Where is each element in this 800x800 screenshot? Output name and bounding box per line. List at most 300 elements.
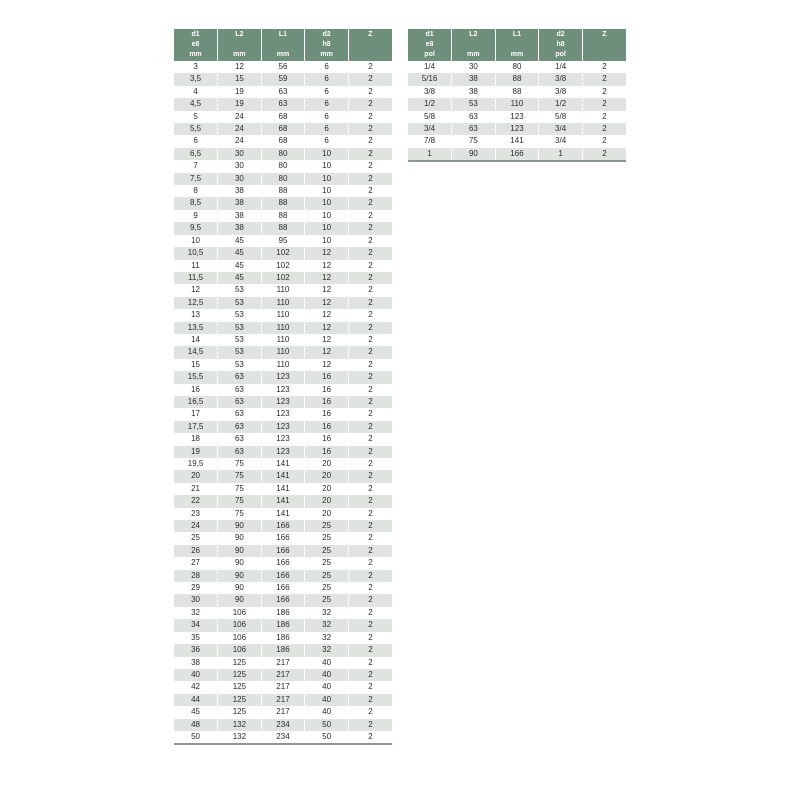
header-line: mm bbox=[510, 51, 524, 58]
table-row bbox=[174, 557, 392, 569]
table-cell: 16 bbox=[305, 408, 349, 420]
table-cell: 166 bbox=[261, 557, 305, 569]
table-cell: 2 bbox=[348, 284, 392, 296]
table-cell: 20 bbox=[305, 508, 349, 520]
table-cell: 2 bbox=[348, 508, 392, 520]
table-cell: 110 bbox=[261, 309, 305, 321]
table-cell: 12 bbox=[305, 247, 349, 259]
table-cell: 95 bbox=[261, 235, 305, 247]
table-cell: 63 bbox=[261, 86, 305, 98]
table-cell: 217 bbox=[261, 706, 305, 718]
table-cell: 59 bbox=[261, 73, 305, 85]
table-cell: 32 bbox=[305, 644, 349, 656]
table-cell: 75 bbox=[218, 508, 262, 520]
table-cell: 110 bbox=[261, 297, 305, 309]
table-cell: 7,5 bbox=[174, 173, 218, 185]
table-cell: 3/4 bbox=[539, 135, 583, 147]
table-row bbox=[408, 123, 626, 135]
table-row bbox=[408, 73, 626, 85]
table-row bbox=[174, 532, 392, 544]
table-cell: 106 bbox=[218, 644, 262, 656]
column-header bbox=[452, 29, 496, 61]
table-cell: 2 bbox=[348, 607, 392, 619]
table-cell: 12 bbox=[305, 309, 349, 321]
table-row bbox=[174, 135, 392, 147]
table-cell: 10 bbox=[305, 148, 349, 160]
table-cell: 123 bbox=[261, 408, 305, 420]
table-cell: 32 bbox=[305, 632, 349, 644]
table-cell: 24 bbox=[218, 135, 262, 147]
header-line: mm bbox=[189, 51, 202, 58]
table-cell: 3/8 bbox=[539, 73, 583, 85]
table-cell: 38 bbox=[218, 185, 262, 197]
table-cell: 25 bbox=[305, 594, 349, 606]
table-cell: 110 bbox=[261, 334, 305, 346]
table-cell: 17 bbox=[174, 408, 218, 420]
table-cell: 40 bbox=[305, 706, 349, 718]
table-row bbox=[174, 421, 392, 433]
table-row bbox=[174, 570, 392, 582]
table-cell: 2 bbox=[348, 396, 392, 408]
table-cell: 166 bbox=[495, 148, 539, 161]
table-row bbox=[174, 681, 392, 693]
table-row bbox=[174, 322, 392, 334]
table-cell: 2 bbox=[348, 706, 392, 718]
table-cell: 14,5 bbox=[174, 346, 218, 358]
table-cell: 123 bbox=[261, 421, 305, 433]
table-row bbox=[174, 719, 392, 731]
table-cell: 123 bbox=[261, 446, 305, 458]
table-row bbox=[174, 446, 392, 458]
table-cell: 6 bbox=[305, 111, 349, 123]
table-cell: 90 bbox=[218, 532, 262, 544]
table-cell: 53 bbox=[218, 322, 262, 334]
table-cell: 2 bbox=[348, 185, 392, 197]
table-cell: 16,5 bbox=[174, 396, 218, 408]
table-cell: 110 bbox=[261, 346, 305, 358]
header-line bbox=[218, 40, 261, 50]
metric-table-body bbox=[174, 61, 392, 744]
table-cell: 53 bbox=[218, 309, 262, 321]
table-cell: 68 bbox=[261, 111, 305, 123]
table-row bbox=[174, 731, 392, 744]
table-cell: 63 bbox=[452, 111, 496, 123]
table-row bbox=[174, 210, 392, 222]
table-cell: 102 bbox=[261, 260, 305, 272]
table-row bbox=[174, 508, 392, 520]
table-cell: 10 bbox=[305, 173, 349, 185]
table-cell: 3/8 bbox=[539, 86, 583, 98]
column-header bbox=[495, 29, 539, 61]
table-cell: 63 bbox=[452, 123, 496, 135]
table-cell: 88 bbox=[495, 86, 539, 98]
header-line: mm bbox=[276, 51, 290, 58]
header-line: Z bbox=[368, 31, 373, 38]
table-cell: 12 bbox=[305, 322, 349, 334]
table-cell: 75 bbox=[218, 458, 262, 470]
table-row bbox=[174, 173, 392, 185]
table-cell: 2 bbox=[348, 173, 392, 185]
table-cell: 3/8 bbox=[408, 86, 452, 98]
table-cell: 2 bbox=[348, 694, 392, 706]
header-line: e8 bbox=[425, 41, 434, 48]
table-cell: 20 bbox=[305, 458, 349, 470]
table-cell: 141 bbox=[495, 135, 539, 147]
table-row bbox=[174, 582, 392, 594]
table-cell: 186 bbox=[261, 619, 305, 631]
header-line bbox=[262, 40, 305, 50]
imperial-table-body bbox=[408, 61, 626, 161]
table-cell: 38 bbox=[218, 197, 262, 209]
table-cell: 2 bbox=[348, 334, 392, 346]
table-cell: 2 bbox=[348, 719, 392, 731]
table-cell: 123 bbox=[495, 111, 539, 123]
table-row bbox=[174, 594, 392, 606]
table-cell: 132 bbox=[218, 731, 262, 744]
table-cell: 141 bbox=[261, 508, 305, 520]
table-cell: 38 bbox=[452, 86, 496, 98]
table-cell: 88 bbox=[495, 73, 539, 85]
header-line: pol bbox=[424, 51, 435, 58]
table-cell: 12,5 bbox=[174, 297, 218, 309]
table-cell: 5/8 bbox=[408, 111, 452, 123]
table-cell: 30 bbox=[218, 173, 262, 185]
header-line: d2 bbox=[322, 31, 331, 38]
table-cell: 88 bbox=[261, 185, 305, 197]
table-cell: 12 bbox=[305, 346, 349, 358]
table-cell: 110 bbox=[495, 98, 539, 110]
table-cell: 141 bbox=[261, 495, 305, 507]
header-line: h8 bbox=[322, 41, 331, 48]
table-cell: 3 bbox=[174, 61, 218, 73]
table-cell: 5 bbox=[174, 111, 218, 123]
table-cell: 125 bbox=[218, 706, 262, 718]
table-cell: 16 bbox=[305, 446, 349, 458]
table-cell: 88 bbox=[261, 197, 305, 209]
table-row bbox=[174, 669, 392, 681]
table-cell: 1/4 bbox=[408, 61, 452, 73]
table-cell: 125 bbox=[218, 694, 262, 706]
table-cell: 53 bbox=[452, 98, 496, 110]
table-cell: 75 bbox=[218, 495, 262, 507]
table-row bbox=[174, 247, 392, 259]
table-row bbox=[174, 86, 392, 98]
table-cell: 38 bbox=[218, 222, 262, 234]
table-cell: 80 bbox=[261, 173, 305, 185]
table-cell: 17,5 bbox=[174, 421, 218, 433]
table-cell: 19 bbox=[174, 446, 218, 458]
table-cell: 28 bbox=[174, 570, 218, 582]
table-cell: 217 bbox=[261, 669, 305, 681]
table-cell: 3/4 bbox=[408, 123, 452, 135]
table-cell: 24 bbox=[174, 520, 218, 532]
table-row bbox=[174, 470, 392, 482]
table-row bbox=[174, 222, 392, 234]
table-row bbox=[174, 160, 392, 172]
table-cell: 106 bbox=[218, 619, 262, 631]
table-cell: 125 bbox=[218, 657, 262, 669]
table-cell: 90 bbox=[218, 582, 262, 594]
column-header bbox=[218, 29, 262, 61]
table-cell: 14 bbox=[174, 334, 218, 346]
table-cell: 48 bbox=[174, 719, 218, 731]
table-cell: 7/8 bbox=[408, 135, 452, 147]
table-cell: 2 bbox=[348, 582, 392, 594]
table-row bbox=[174, 371, 392, 383]
table-cell: 2 bbox=[582, 73, 626, 85]
header-line: L1 bbox=[512, 31, 522, 38]
table-cell: 2 bbox=[348, 260, 392, 272]
table-cell: 40 bbox=[305, 694, 349, 706]
table-cell: 186 bbox=[261, 644, 305, 656]
table-cell: 80 bbox=[261, 160, 305, 172]
header-line: L2 bbox=[469, 31, 478, 38]
table-row bbox=[174, 545, 392, 557]
table-cell: 45 bbox=[218, 235, 262, 247]
table-cell: 2 bbox=[348, 73, 392, 85]
table-row bbox=[408, 135, 626, 147]
table-cell: 20 bbox=[305, 470, 349, 482]
table-cell: 110 bbox=[261, 284, 305, 296]
header-line bbox=[583, 40, 626, 50]
table-row bbox=[174, 458, 392, 470]
table-cell: 10 bbox=[305, 235, 349, 247]
table-cell: 36 bbox=[174, 644, 218, 656]
table-cell: 186 bbox=[261, 607, 305, 619]
table-cell: 2 bbox=[348, 371, 392, 383]
table-cell: 45 bbox=[218, 260, 262, 272]
table-cell: 1 bbox=[408, 148, 452, 161]
table-cell: 23 bbox=[174, 508, 218, 520]
table-cell: 132 bbox=[218, 719, 262, 731]
table-cell: 166 bbox=[261, 594, 305, 606]
table-cell: 12 bbox=[305, 359, 349, 371]
header-line: mm bbox=[233, 51, 246, 58]
table-cell: 44 bbox=[174, 694, 218, 706]
table-row bbox=[174, 657, 392, 669]
table-cell: 90 bbox=[218, 594, 262, 606]
table-cell: 30 bbox=[218, 160, 262, 172]
table-row bbox=[174, 260, 392, 272]
table-row bbox=[174, 495, 392, 507]
table-cell: 2 bbox=[348, 160, 392, 172]
table-cell: 50 bbox=[305, 719, 349, 731]
table-cell: 63 bbox=[261, 98, 305, 110]
table-cell: 24 bbox=[218, 123, 262, 135]
header-line: mm bbox=[320, 51, 333, 58]
table-row bbox=[174, 483, 392, 495]
table-cell: 13 bbox=[174, 309, 218, 321]
table-cell: 125 bbox=[218, 681, 262, 693]
table-cell: 2 bbox=[348, 61, 392, 73]
table-row bbox=[174, 408, 392, 420]
column-header bbox=[174, 29, 218, 61]
table-cell: 2 bbox=[582, 61, 626, 73]
table-cell: 88 bbox=[261, 222, 305, 234]
table-cell: 32 bbox=[305, 607, 349, 619]
table-cell: 30 bbox=[218, 148, 262, 160]
table-row bbox=[174, 644, 392, 656]
table-cell: 2 bbox=[348, 235, 392, 247]
table-cell: 11,5 bbox=[174, 272, 218, 284]
header-line bbox=[583, 50, 626, 60]
table-cell: 90 bbox=[218, 520, 262, 532]
table-cell: 2 bbox=[348, 520, 392, 532]
table-cell: 217 bbox=[261, 681, 305, 693]
table-cell: 10 bbox=[305, 185, 349, 197]
table-cell: 2 bbox=[348, 272, 392, 284]
table-row bbox=[174, 334, 392, 346]
header-line: Z bbox=[602, 31, 607, 38]
table-cell: 63 bbox=[218, 371, 262, 383]
table-cell: 166 bbox=[261, 532, 305, 544]
table-cell: 2 bbox=[348, 681, 392, 693]
table-cell: 19,5 bbox=[174, 458, 218, 470]
table-cell: 29 bbox=[174, 582, 218, 594]
table-cell: 68 bbox=[261, 135, 305, 147]
table-cell: 141 bbox=[261, 470, 305, 482]
header-line: pol bbox=[555, 51, 566, 58]
table-row bbox=[408, 98, 626, 110]
table-cell: 15 bbox=[174, 359, 218, 371]
table-cell: 63 bbox=[218, 446, 262, 458]
table-cell: 88 bbox=[261, 210, 305, 222]
table-cell: 2 bbox=[582, 148, 626, 161]
table-cell: 2 bbox=[348, 247, 392, 259]
table-cell: 8,5 bbox=[174, 197, 218, 209]
table-row bbox=[174, 520, 392, 532]
table-cell: 24 bbox=[218, 111, 262, 123]
table-cell: 25 bbox=[305, 545, 349, 557]
table-cell: 32 bbox=[305, 619, 349, 631]
header-line: d1 bbox=[191, 31, 200, 38]
table-cell: 141 bbox=[261, 458, 305, 470]
table-row bbox=[174, 619, 392, 631]
column-header bbox=[408, 29, 452, 61]
table-cell: 2 bbox=[348, 594, 392, 606]
table-cell: 16 bbox=[305, 433, 349, 445]
table-cell: 11 bbox=[174, 260, 218, 272]
table-cell: 102 bbox=[261, 272, 305, 284]
table-cell: 10,5 bbox=[174, 247, 218, 259]
metric-table-header bbox=[174, 29, 392, 61]
table-cell: 2 bbox=[348, 359, 392, 371]
table-cell: 2 bbox=[348, 309, 392, 321]
table-cell: 45 bbox=[174, 706, 218, 718]
table-cell: 75 bbox=[452, 135, 496, 147]
table-cell: 166 bbox=[261, 545, 305, 557]
table-cell: 2 bbox=[348, 483, 392, 495]
table-cell: 53 bbox=[218, 346, 262, 358]
table-cell: 2 bbox=[348, 458, 392, 470]
table-cell: 2 bbox=[582, 86, 626, 98]
table-cell: 12 bbox=[305, 260, 349, 272]
table-cell: 2 bbox=[348, 86, 392, 98]
table-row bbox=[174, 396, 392, 408]
table-cell: 80 bbox=[495, 61, 539, 73]
table-cell: 2 bbox=[348, 135, 392, 147]
column-header bbox=[539, 29, 583, 61]
table-cell: 2 bbox=[348, 384, 392, 396]
table-cell: 9,5 bbox=[174, 222, 218, 234]
table-cell: 56 bbox=[261, 61, 305, 73]
table-row bbox=[174, 123, 392, 135]
table-cell: 234 bbox=[261, 719, 305, 731]
table-cell: 15,5 bbox=[174, 371, 218, 383]
table-row bbox=[408, 61, 626, 73]
table-cell: 2 bbox=[348, 657, 392, 669]
table-row bbox=[408, 148, 626, 161]
table-cell: 10 bbox=[174, 235, 218, 247]
table-cell: 166 bbox=[261, 570, 305, 582]
table-cell: 2 bbox=[348, 222, 392, 234]
table-cell: 2 bbox=[348, 470, 392, 482]
table-cell: 2 bbox=[348, 532, 392, 544]
table-cell: 19 bbox=[218, 86, 262, 98]
table-cell: 53 bbox=[218, 334, 262, 346]
table-cell: 2 bbox=[348, 495, 392, 507]
table-cell: 10 bbox=[305, 222, 349, 234]
table-row bbox=[174, 346, 392, 358]
header-line: h8 bbox=[556, 41, 565, 48]
table-row bbox=[174, 284, 392, 296]
table-cell: 40 bbox=[174, 669, 218, 681]
header-line: d1 bbox=[425, 31, 434, 38]
table-cell: 19 bbox=[218, 98, 262, 110]
table-cell: 1/2 bbox=[408, 98, 452, 110]
table-cell: 2 bbox=[348, 545, 392, 557]
table-cell: 50 bbox=[305, 731, 349, 744]
table-cell: 4,5 bbox=[174, 98, 218, 110]
table-cell: 27 bbox=[174, 557, 218, 569]
table-row bbox=[174, 706, 392, 718]
table-cell: 16 bbox=[305, 384, 349, 396]
table-cell: 30 bbox=[174, 594, 218, 606]
table-cell: 25 bbox=[305, 557, 349, 569]
table-cell: 2 bbox=[348, 421, 392, 433]
table-cell: 25 bbox=[174, 532, 218, 544]
table-cell: 16 bbox=[305, 421, 349, 433]
header-line bbox=[496, 40, 539, 50]
table-cell: 53 bbox=[218, 297, 262, 309]
column-header bbox=[582, 29, 626, 61]
table-cell: 6,5 bbox=[174, 148, 218, 160]
table-cell: 45 bbox=[218, 247, 262, 259]
table-cell: 42 bbox=[174, 681, 218, 693]
table-cell: 2 bbox=[348, 408, 392, 420]
table-cell: 63 bbox=[218, 433, 262, 445]
table-cell: 5/8 bbox=[539, 111, 583, 123]
table-cell: 38 bbox=[218, 210, 262, 222]
table-cell: 50 bbox=[174, 731, 218, 744]
table-row bbox=[174, 235, 392, 247]
table-cell: 106 bbox=[218, 632, 262, 644]
header-line: e8 bbox=[191, 41, 200, 48]
table-cell: 25 bbox=[305, 520, 349, 532]
table-row bbox=[408, 111, 626, 123]
table-cell: 6 bbox=[174, 135, 218, 147]
table-cell: 2 bbox=[348, 210, 392, 222]
table-cell: 25 bbox=[305, 532, 349, 544]
table-cell: 166 bbox=[261, 520, 305, 532]
table-cell: 8 bbox=[174, 185, 218, 197]
table-cell: 53 bbox=[218, 284, 262, 296]
table-cell: 2 bbox=[348, 346, 392, 358]
table-cell: 6 bbox=[305, 98, 349, 110]
table-cell: 35 bbox=[174, 632, 218, 644]
table-cell: 63 bbox=[218, 396, 262, 408]
table-cell: 34 bbox=[174, 619, 218, 631]
